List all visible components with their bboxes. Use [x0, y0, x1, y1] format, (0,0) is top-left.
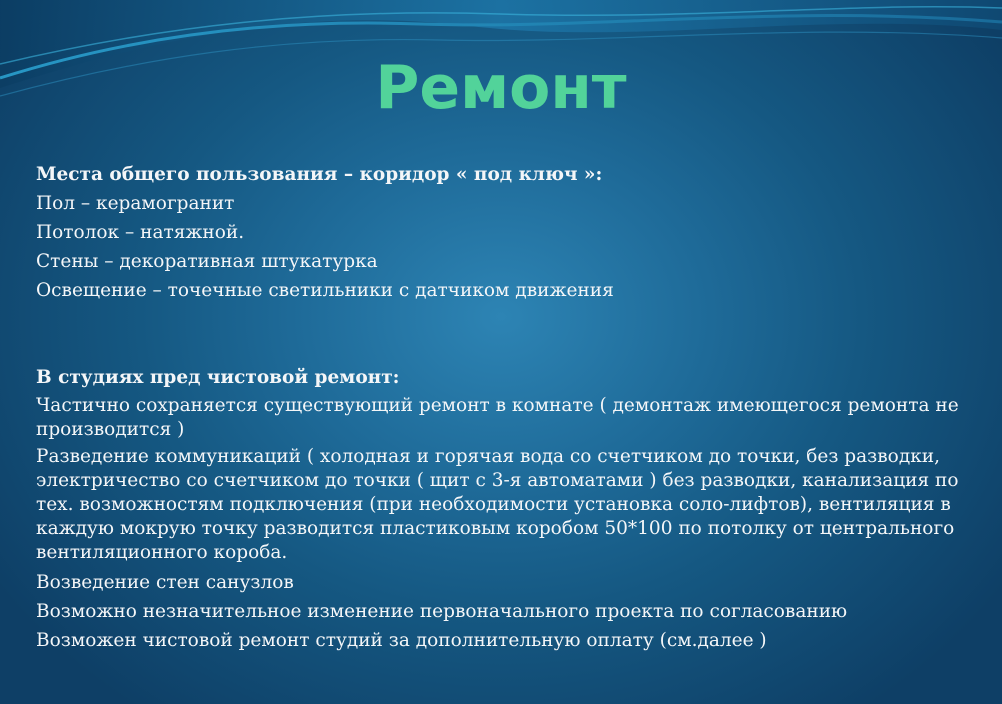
- slide-content: [36, 160, 976, 655]
- page-title: Ремонт: [375, 53, 627, 123]
- section-heading-common-areas: Места общего пользования – коридор « под ключ »:: [36, 164, 603, 185]
- list-item: Освещение – точечные светильники с датчиком движения: [36, 280, 614, 301]
- list-item: Возможен чистовой ремонт студий за дополнительную оплату (см.далее ): [36, 630, 767, 651]
- list-item: Возведение стен санузлов: [36, 572, 294, 593]
- section-spacer: [36, 305, 976, 363]
- list-item: Пол – керамогранит: [36, 193, 235, 214]
- list-item: Частично сохраняется существующий ремонт в комнате ( демонтаж имеющегося ремонта не производится ): [36, 395, 959, 440]
- list-item: Потолок – натяжной.: [36, 222, 245, 243]
- list-item: Возможно незначительное изменение первоначального проекта по согласованию: [36, 601, 848, 622]
- list-item: Разведение коммуникаций ( холодная и горячая вода со счетчиком до точки, без разводки, электричество со счетчиком до точки ( щит с 3-я автоматами ) без разводки, канализация по тех. возможностям подключения (при необходимости установка соло-лифтов), вентиляция в каждую мокрую точку разводится пластиковым коробом 50*100 по потолку от центрального вентиляционного короба.: [36, 446, 959, 563]
- section-heading-studios: В студиях пред чистовой ремонт:: [36, 367, 400, 388]
- list-item: Стены – декоративная штукатурка: [36, 251, 378, 272]
